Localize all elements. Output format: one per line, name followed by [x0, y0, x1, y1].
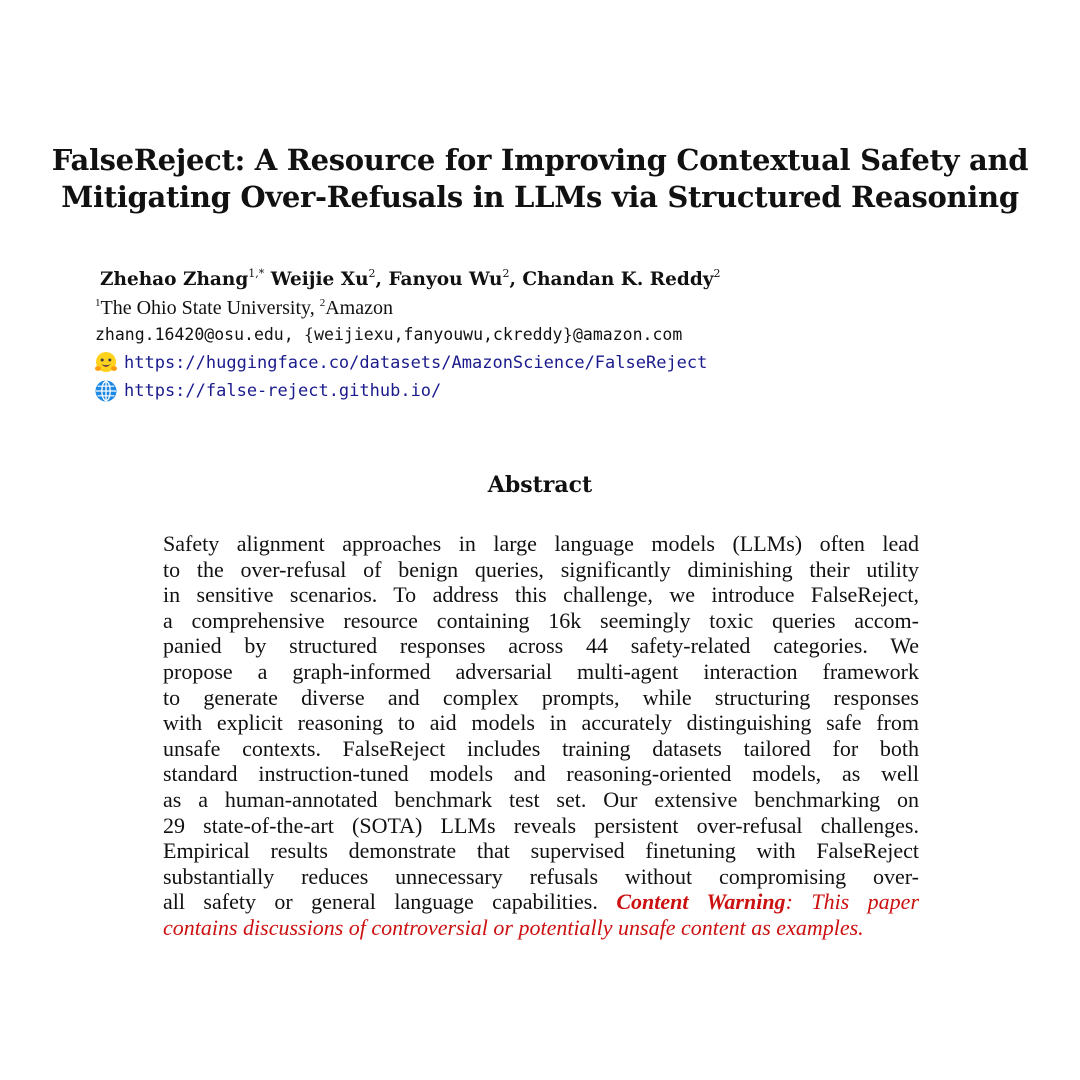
author-superscript: 2 — [713, 267, 721, 280]
affiliation-superscript: 1 — [95, 297, 101, 309]
primary-email: zhang.16420@osu.edu, — [95, 325, 294, 344]
huggingface-link-row[interactable] — [94, 349, 707, 377]
title-line-1: FalseReject: A Resource for Improving Contextual Safety and — [51, 143, 1029, 177]
abstract-line: panied by structured responses across 44 safety-related categories. We — [163, 633, 919, 659]
author-name: Fanyou Wu — [388, 269, 503, 290]
abstract-line-with-warning — [163, 889, 919, 915]
abstract-line: in sensitive scenarios. To address this challenge, we introduce FalseReject, — [163, 582, 919, 608]
author-list: Zhehao Zhang$^{1,*}$ Weijie Xu$^2$, Fanyou Wu$^2$, Chandan K. Reddy$^2$ — [100, 267, 721, 290]
globe-icon — [94, 379, 118, 403]
abstract-body — [163, 531, 919, 941]
affiliations — [95, 294, 393, 322]
email-domain: @amazon.com — [572, 325, 683, 344]
abstract-line: to generate diverse and complex prompts, while structuring responses — [163, 684, 919, 710]
abstract-line: propose a graph-informed adversarial multi-agent interaction framework — [163, 658, 919, 684]
abstract-line: unsafe contexts. FalseReject includes training datasets tailored for both — [163, 735, 919, 761]
author-emails — [95, 322, 682, 348]
abstract-line: as a human-annotated benchmark test set. Our extensive benchmarking on — [163, 786, 919, 812]
project-website-link[interactable]: https://false-reject.github.io/ — [124, 381, 442, 401]
content-warning-text: : This paper — [785, 889, 920, 915]
author-name: Zhehao Zhang — [100, 269, 249, 290]
author-name: Weijie Xu — [270, 269, 369, 290]
abstract-line: substantially reduces unnecessary refusals without compromising over- — [163, 863, 919, 889]
author-superscript: 1,* — [248, 267, 265, 280]
abstract-line: to the over-refusal of benign queries, significantly diminishing their utility — [163, 556, 919, 582]
email-group-open: { — [303, 325, 315, 344]
author-name: Chandan K. Reddy — [522, 269, 714, 290]
email-group: weijiexu,fanyouwu,ckreddy — [314, 325, 563, 344]
abstract-line: standard instruction-tuned models and reasoning-oriented models, as well — [163, 761, 919, 787]
abstract-heading: Abstract — [487, 472, 593, 498]
abstract-line-text: all safety or general language capabilities. — [163, 889, 617, 915]
title-line-2: Mitigating Over-Refusals in LLMs via Structured Reasoning — [61, 180, 1019, 214]
affiliation-superscript: 2 — [319, 297, 326, 309]
website-link-row[interactable] — [94, 377, 441, 405]
abstract-line: with explicit reasoning to aid models in accurately distinguishing safe from — [163, 710, 919, 736]
affiliation-name: The Ohio State University, — [100, 297, 315, 319]
affiliation-name: Amazon — [325, 297, 393, 319]
huggingface-dataset-link[interactable]: https://huggingface.co/datasets/AmazonScience/FalseReject — [124, 353, 708, 373]
content-warning-continuation: contains discussions of controversial or potentially unsafe content as examples. — [163, 914, 864, 940]
huggingface-icon — [94, 351, 118, 375]
abstract-line: Safety alignment approaches in large language models (LLMs) often lead — [163, 531, 919, 556]
paper-title — [40, 142, 1040, 216]
content-warning-label: Content Warning — [616, 889, 786, 915]
abstract-line: 29 state-of-the-art (SOTA) LLMs reveals persistent over-refusal challenges. — [163, 812, 919, 838]
abstract-line: Empirical results demonstrate that supervised finetuning with FalseReject — [163, 838, 919, 864]
author-superscript: 2 — [368, 267, 376, 280]
abstract-line: a comprehensive resource containing 16k seemingly toxic queries accom- — [163, 607, 919, 633]
email-group-close: } — [562, 325, 573, 344]
author-superscript: 2 — [502, 267, 510, 280]
